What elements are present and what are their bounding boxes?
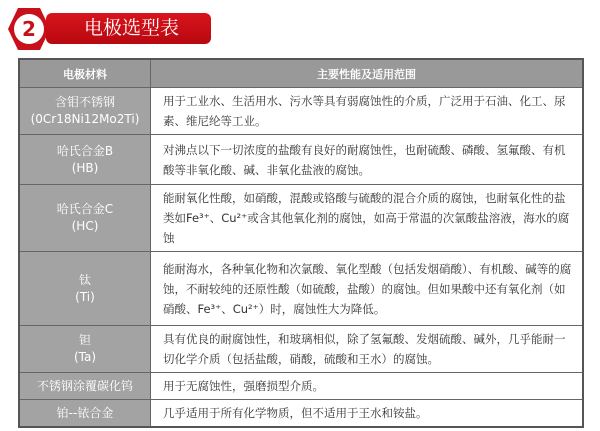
material-name: 钽 [78, 333, 91, 347]
material-code: (HC) [71, 219, 99, 233]
section-number-badge [7, 7, 51, 51]
description-cell: 对沸点以下一切浓度的盐酸有良好的耐腐蚀性，也耐硫酸、磷酸、氢氟酸、有机酸等非氧化酸、碱、非氧化盐液的腐蚀。 [151, 135, 584, 185]
table-row [19, 326, 583, 373]
material-name: 铂--铱合金 [56, 405, 114, 420]
header-performance: 主要性能及适用范围 [151, 59, 584, 88]
description-cell: 具有优良的耐腐蚀性，和玻璃相似，除了氢氟酸、发烟硫酸、碱外，几乎能耐一切化学介质（包括盐酸，硝酸，硫酸和王水）的腐蚀。 [151, 326, 584, 373]
material-cell [19, 185, 151, 252]
header-material: 电极材料 [19, 59, 151, 88]
material-name: 哈氏合金B [56, 143, 114, 158]
description-cell: 能耐海水，各种氧化物和次氯酸、氧化型酸（包括发烟硝酸）、有机酸、碱等的腐蚀，不耐较纯的还原性酸（如硫酸，盐酸）的腐蚀。但如果酸中还有氧化剂（如硝酸、Fe³⁺、Cu²⁺）时，腐蚀性大为降低。 [151, 252, 584, 326]
description-cell: 能耐氧化性酸，如硝酸，混酸或铬酸与硫酸的混合介质的腐蚀，也耐氧化性的盐类如Fe³⁺、Cu²⁺或含其他氧化剂的腐蚀，如高于常温的次氯酸盐溶液，海水的腐蚀 [151, 185, 584, 252]
table-header-row [19, 59, 583, 88]
description-cell: 用于工业水、生活用水、污水等具有弱腐蚀性的介质，广泛用于石油、化工、尿素、维尼纶等工业。 [151, 88, 584, 135]
section-number: 2 [22, 17, 36, 41]
material-cell [19, 88, 151, 135]
table-row [19, 135, 583, 185]
section-title: 电极选型表 [46, 13, 211, 44]
table-row [19, 252, 583, 326]
table-row [19, 88, 583, 135]
material-code: (HB) [71, 160, 99, 175]
description-cell: 用于无腐蚀性，强磨损型介质。 [151, 373, 584, 400]
material-cell [19, 135, 151, 185]
material-code: (0Cr18Ni12Mo2Ti) [30, 112, 140, 126]
material-name: 哈氏合金C [56, 202, 114, 216]
table-row [19, 400, 583, 428]
material-name: 钛 [78, 272, 91, 287]
material-code: (Ta) [73, 350, 97, 364]
material-code: (Ti) [75, 289, 95, 304]
material-name: 不锈钢涂覆碳化钨 [36, 378, 133, 393]
material-name: 含钼不锈钢 [54, 95, 115, 109]
table-row [19, 373, 583, 400]
table-row [19, 185, 583, 252]
material-cell [19, 326, 151, 373]
description-cell: 几乎适用于所有化学物质，但不适用于王水和铵盐。 [151, 400, 584, 428]
electrode-selection-table [18, 58, 584, 428]
material-cell [19, 252, 151, 326]
material-cell [19, 373, 151, 400]
material-cell [19, 400, 151, 428]
